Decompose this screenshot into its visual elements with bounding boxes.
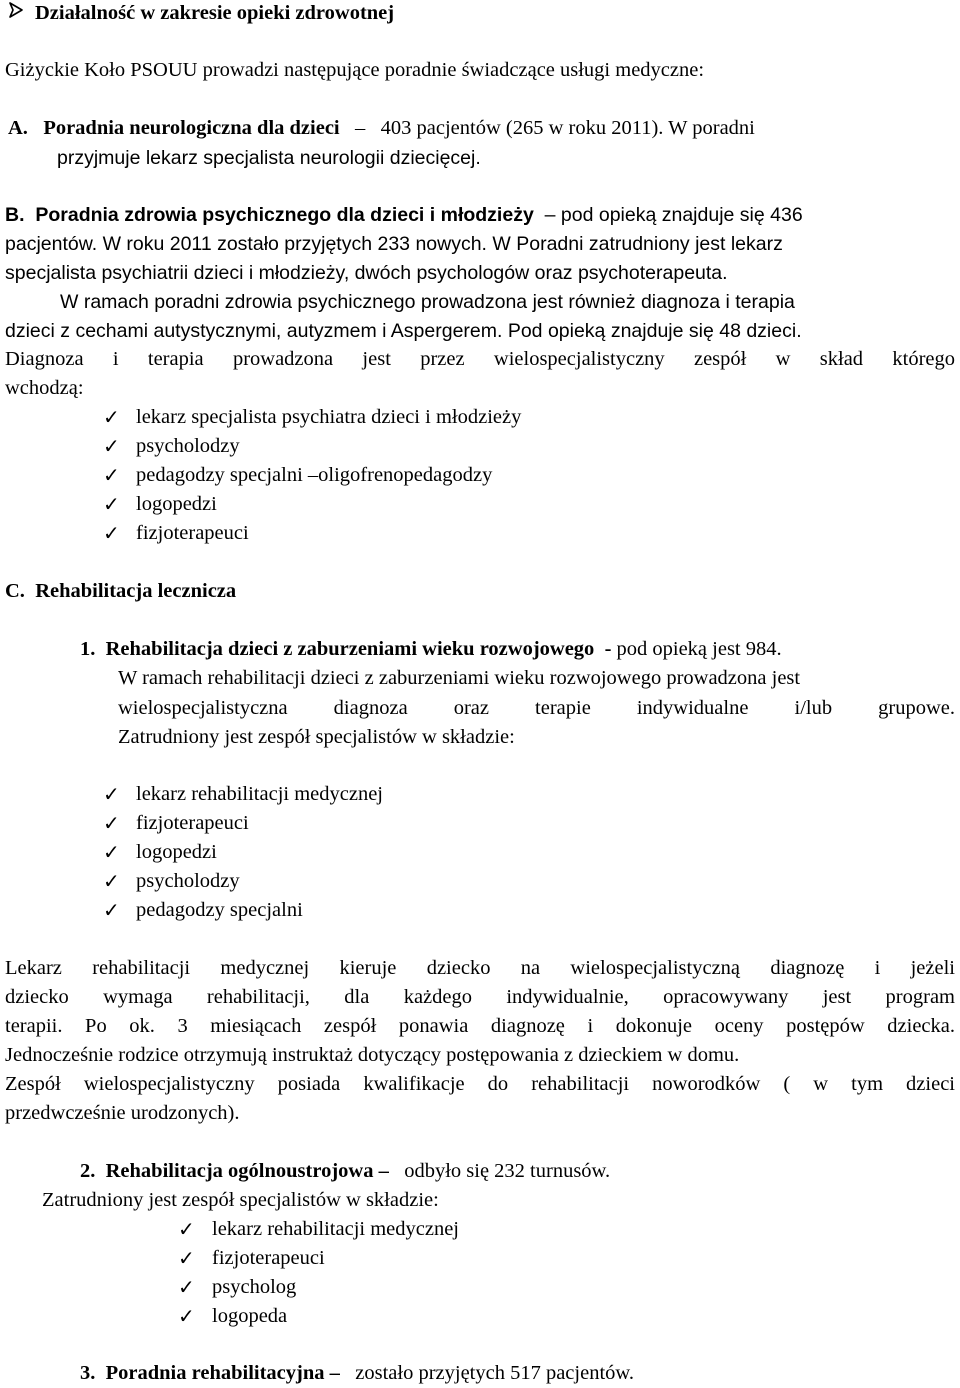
section-c-item3: 3. Poradnia rehabilitacyjna – zostało przyjętych 517 pacjentów. xyxy=(80,1362,634,1384)
check-icon: ✓ xyxy=(103,898,120,922)
section-b-line6: Diagnoza i terapia prowadzona jest przez wielospecjalistyczny zespół w skład którego xyxy=(5,348,955,370)
list-item: logopeda xyxy=(212,1305,288,1327)
section-b-line5: dzieci z cechami autystycznymi, autyzmem i Aspergerem. Pod opieką znajduje się 48 dzieci. xyxy=(5,320,802,342)
check-icon: ✓ xyxy=(103,492,120,516)
section-c-item1-line4: Zatrudniony jest zespół specjalistów w składzie: xyxy=(118,726,515,748)
check-icon: ✓ xyxy=(103,811,120,835)
rehab-paragraph-line: Zespół wielospecjalistyczny posiada kwalifikacje do rehabilitacji noworodków ( w tym dzieci xyxy=(5,1073,955,1095)
check-icon: ✓ xyxy=(178,1246,195,1270)
arrow-bullet-icon xyxy=(8,2,24,18)
section-heading: Działalność w zakresie opieki zdrowotnej xyxy=(35,2,395,24)
check-icon: ✓ xyxy=(103,869,120,893)
section-a: A. Poradnia neurologiczna dla dzieci – 403 pacjentów (265 w roku 2011). W poradni xyxy=(8,117,755,139)
list-item: logopedzi xyxy=(136,493,217,515)
list-item: fizjoterapeuci xyxy=(136,522,249,544)
section-b-line7: wchodzą: xyxy=(5,377,84,399)
check-icon: ✓ xyxy=(103,405,120,429)
section-b-line3: specjalista psychiatrii dzieci i młodzieży, dwóch psychologów oraz psychoterapeuta. xyxy=(5,262,728,284)
rehab-paragraph-line: przedwcześnie urodzonych). xyxy=(5,1102,240,1124)
section-c-item1-line3: wielospecjalistyczna diagnoza oraz terapie indywidualne i/lub grupowe. xyxy=(118,697,955,719)
check-icon: ✓ xyxy=(103,434,120,458)
section-b-line4: W ramach poradni zdrowia psychicznego prowadzona jest również diagnoza i terapia xyxy=(60,291,795,313)
list-item: pedagodzy specjalni xyxy=(136,899,303,921)
check-icon: ✓ xyxy=(103,463,120,487)
list-item: lekarz rehabilitacji medycznej xyxy=(212,1218,460,1240)
list-item: pedagodzy specjalni –oligofrenopedagodzy xyxy=(136,464,493,486)
list-item: psycholog xyxy=(212,1276,297,1298)
section-c-item2: 2. Rehabilitacja ogólnoustrojowa – odbyło się 232 turnusów. xyxy=(80,1160,611,1182)
section-c-item1: 1. Rehabilitacja dzieci z zaburzeniami wieku rozwojowego - pod opieką jest 984. xyxy=(80,638,782,660)
check-icon: ✓ xyxy=(178,1275,195,1299)
list-item: lekarz specjalista psychiatra dzieci i młodzieży xyxy=(136,406,522,428)
check-icon: ✓ xyxy=(103,840,120,864)
check-icon: ✓ xyxy=(103,782,120,806)
intro-text: Giżyckie Koło PSOUU prowadzi następujące poradnie świadczące usługi medyczne: xyxy=(5,59,705,81)
check-icon: ✓ xyxy=(178,1217,195,1241)
list-item: logopedzi xyxy=(136,841,217,863)
section-c: C. Rehabilitacja lecznicza xyxy=(5,580,237,602)
section-b: B. Poradnia zdrowia psychicznego dla dzieci i młodzieży – pod opieką znajduje się 436 xyxy=(5,204,803,226)
list-item: psycholodzy xyxy=(136,870,240,892)
check-icon: ✓ xyxy=(103,521,120,545)
list-item: lekarz rehabilitacji medycznej xyxy=(136,783,384,805)
rehab-paragraph-line: Lekarz rehabilitacji medycznej kieruje dziecko na wielospecjalistyczną diagnozę i jeżeli xyxy=(5,957,955,979)
list-item: psycholodzy xyxy=(136,435,240,457)
list-item: fizjoterapeuci xyxy=(212,1247,325,1269)
section-c-item1-line2: W ramach rehabilitacji dzieci z zaburzeniami wieku rozwojowego prowadzona jest xyxy=(118,667,801,689)
list-item: fizjoterapeuci xyxy=(136,812,249,834)
rehab-paragraph-line: Jednocześnie rodzice otrzymują instruktaż dotyczący postępowania z dzieckiem w domu. xyxy=(5,1044,740,1066)
section-b-line2: pacjentów. W roku 2011 zostało przyjętych 233 nowych. W Poradni zatrudniony jest lekarz xyxy=(5,233,783,255)
rehab-paragraph-line: terapii. Po ok. 3 miesiącach zespół ponawia diagnozę i dokonuje oceny postępów dziecka. xyxy=(5,1015,955,1037)
check-icon: ✓ xyxy=(178,1304,195,1328)
section-a-line2: przyjmuje lekarz specjalista neurologii dziecięcej. xyxy=(57,147,481,169)
section-c-item2-line2: Zatrudniony jest zespół specjalistów w składzie: xyxy=(42,1189,439,1211)
rehab-paragraph-line: dziecko wymaga rehabilitacji, dla każdego indywidualnie, opracowywany jest program xyxy=(5,986,955,1008)
